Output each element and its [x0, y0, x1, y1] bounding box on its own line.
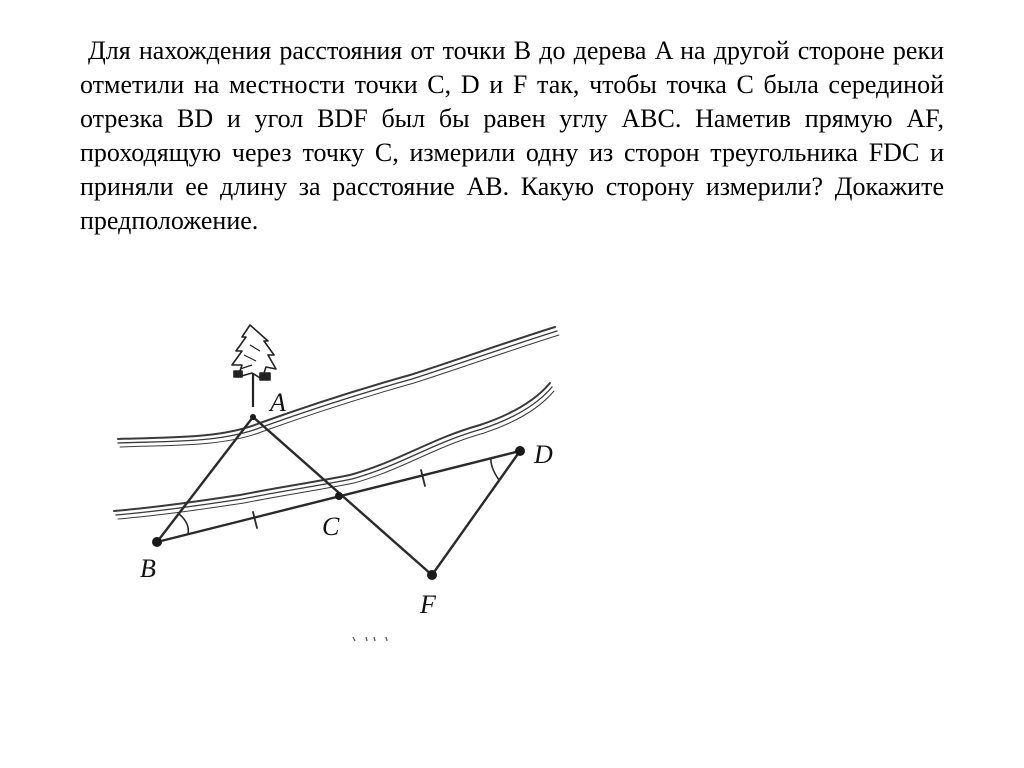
point-c-dot — [335, 492, 343, 500]
point-d-label: D — [534, 440, 553, 469]
tick-cd — [421, 470, 425, 486]
geometry-figure — [110, 315, 570, 655]
point-a-dot — [250, 414, 256, 420]
scan-artifact — [353, 637, 387, 641]
angle-arc-b — [179, 514, 188, 534]
problem-text: Для нахождения расстояния от точки B до дерева A на другой стороне реки отметили на местности точки C, D и F так, чтобы точка C была серединой отрезка BD и угол BDF был бы равен углу ABC. Наметив прямую AF, проходящую через точку C, измерили одну из сторон треугольника FDC и приняли ее длину за расстояние AB. Какую сторону измерили? Докажите предположение. — [80, 36, 944, 235]
point-c-label: C — [322, 512, 340, 541]
point-f-dot — [427, 570, 437, 580]
point-d-dot — [515, 446, 525, 456]
river-upper-bank — [118, 327, 559, 447]
point-b-dot — [152, 537, 162, 547]
point-f-label: F — [420, 590, 436, 619]
angle-arc-d — [491, 458, 499, 480]
tick-bc — [253, 512, 257, 528]
point-a-label: A — [270, 388, 286, 417]
point-b-label: B — [140, 554, 156, 583]
